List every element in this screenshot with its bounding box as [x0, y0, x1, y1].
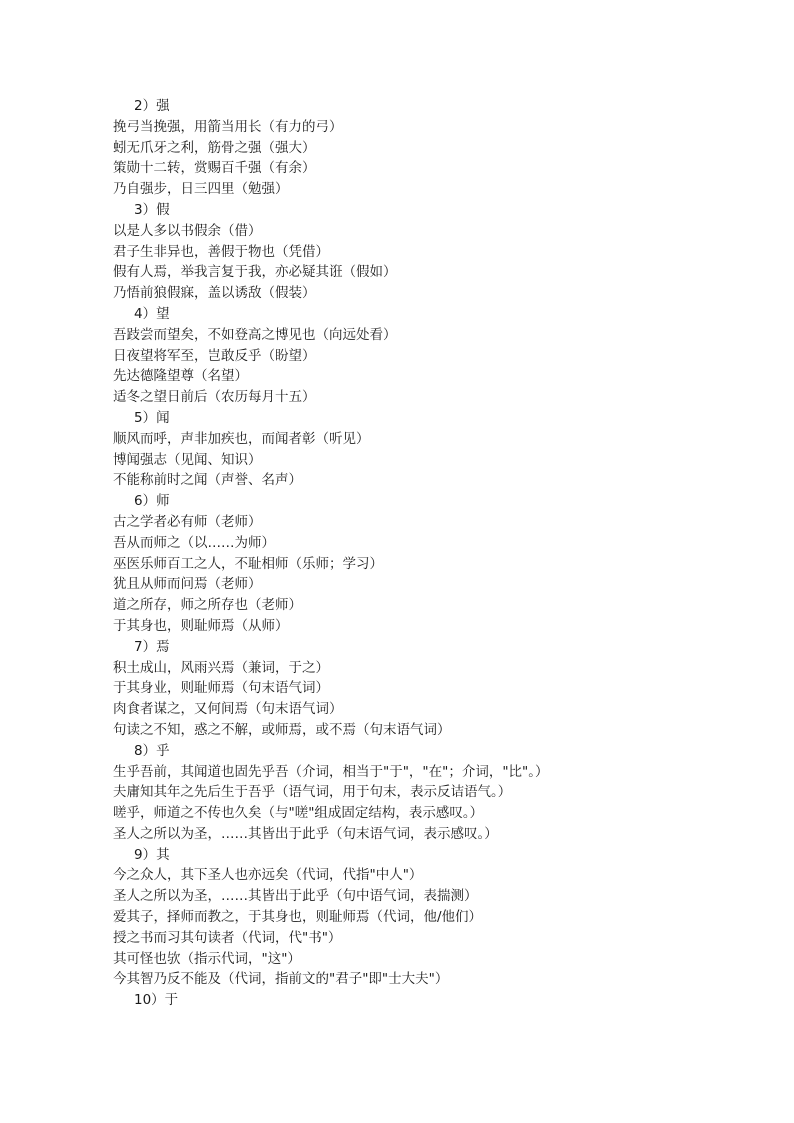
example-sentence: 乃悟前狼假寐，盖以诱敌（假装） [113, 285, 316, 302]
example-sentence: 君子生非异也，善假于物也（凭借） [113, 243, 329, 260]
section-heading: 5）闻 [134, 409, 170, 426]
example-sentence: 于其身业，则耻师焉（句末语气词） [113, 680, 329, 697]
section-heading: 9）其 [134, 846, 170, 863]
section-heading: 4）望 [134, 305, 170, 322]
example-sentence: 爱其子，择师而教之，于其身也，则耻师焉（代词，他/他们） [113, 909, 483, 926]
example-sentence: 圣人之所以为圣，……其皆出于此乎（句末语气词，表示感叹。） [113, 825, 498, 842]
example-sentence: 巫医乐师百工之人，不耻相师（乐师；学习） [113, 555, 383, 572]
example-sentence: 乃自强步，日三四里（勉强） [113, 181, 289, 198]
example-sentence: 吾跂尝而望矣，不如登高之博见也（向远处看） [113, 326, 397, 343]
example-sentence: 肉食者谋之，又何间焉（句末语气词） [113, 701, 343, 718]
example-sentence: 授之书而习其句读者（代词，代"书"） [113, 929, 342, 946]
example-sentence: 策勋十二转，赏赐百千强（有余） [113, 160, 316, 177]
section-heading: 6）师 [134, 493, 170, 510]
example-sentence: 其可怪也欤（指示代词，"这"） [113, 950, 301, 967]
example-sentence: 不能称前时之闻（声誉、名声） [113, 472, 302, 489]
section-heading: 8）乎 [134, 742, 170, 759]
example-sentence: 蚓无爪牙之利，筋骨之强（强大） [113, 139, 316, 156]
example-sentence: 于其身也，则耻师焉（从师） [113, 617, 289, 634]
section-heading: 3）假 [134, 201, 170, 218]
example-sentence: 日夜望将军至，岂敢反乎（盼望） [113, 347, 316, 364]
example-sentence: 道之所存，师之所存也（老师） [113, 597, 302, 614]
example-sentence: 挽弓当挽强，用箭当用长（有力的弓） [113, 118, 343, 135]
example-sentence: 夫庸知其年之先后生于吾乎（语气词，用于句末，表示反诘语气。） [113, 784, 512, 801]
example-sentence: 积土成山，风雨兴焉（兼词，于之） [113, 659, 329, 676]
example-sentence: 圣人之所以为圣，……其皆出于此乎（句中语气词，表揣测） [113, 888, 478, 905]
example-sentence: 犹且从师而问焉（老师） [113, 576, 262, 593]
example-sentence: 先达德隆望尊（名望） [113, 368, 248, 385]
example-sentence: 句读之不知，惑之不解，或师焉，或不焉（句末语气词） [113, 721, 451, 738]
example-sentence: 以是人多以书假余（借） [113, 222, 262, 239]
document-body [113, 96, 753, 1011]
example-sentence: 顺风而呼，声非加疾也，而闻者彰（听见） [113, 430, 370, 447]
example-sentence: 古之学者必有师（老师） [113, 513, 262, 530]
example-sentence: 嗟乎，师道之不传也久矣（与"嗟"组成固定结构，表示感叹。） [113, 805, 484, 822]
example-sentence: 假有人焉，举我言复于我，亦必疑其诳（假如） [113, 264, 397, 281]
section-heading: 10）于 [134, 992, 179, 1009]
example-sentence: 今其智乃反不能及（代词，指前文的"君子"即"士大夫"） [113, 971, 449, 988]
example-sentence: 博闻强志（见闻、知识） [113, 451, 262, 468]
section-heading: 7）焉 [134, 638, 170, 655]
example-sentence: 生乎吾前，其闻道也固先乎吾（介词，相当于"于"，"在"；介词，"比"。） [113, 763, 549, 780]
section-heading: 2）强 [134, 98, 170, 114]
example-sentence: 吾从而师之（以……为师） [113, 534, 275, 551]
example-sentence: 今之众人，其下圣人也亦远矣（代词，代指"中人"） [113, 867, 423, 884]
example-sentence: 适冬之望日前后（农历每月十五） [113, 389, 316, 406]
